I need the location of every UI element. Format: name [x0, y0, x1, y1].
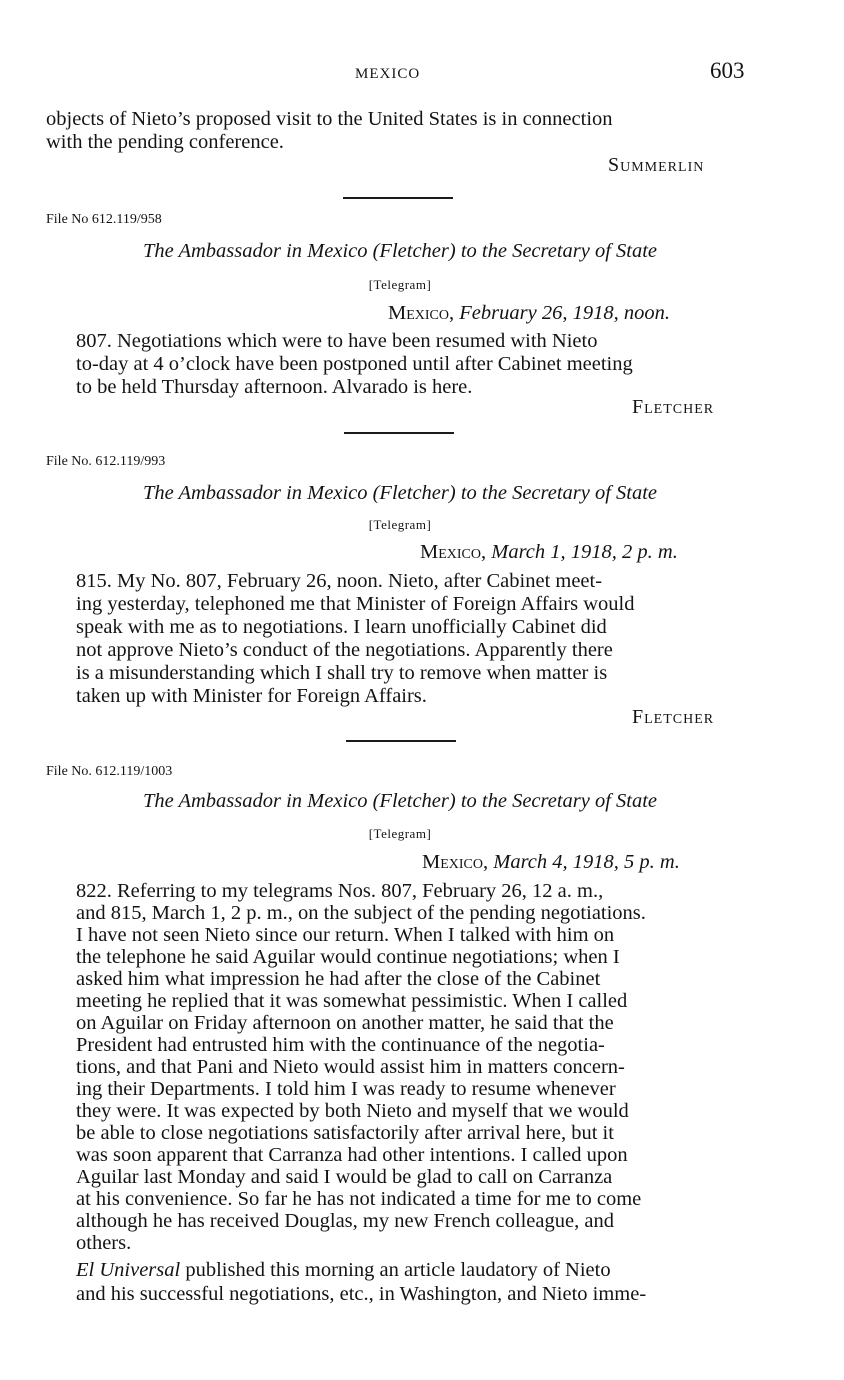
text-line: tions, and that Pani and Nieto would assist him in matters concern-	[76, 1056, 625, 1078]
text-line: on Aguilar on Friday afternoon on another matter, he said that the	[76, 1012, 614, 1034]
text-line: asked him what impression he had after the close of the Cabinet	[76, 968, 601, 990]
telegram-body	[46, 330, 756, 399]
text-line: ing yesterday, telephoned me that Minister of Foreign Affairs would	[76, 593, 635, 615]
newspaper-name: El Universal	[76, 1259, 181, 1281]
text-line: Aguilar last Monday and said I would be glad to call on Carranza	[76, 1166, 613, 1188]
text-line: President had entrusted him with the continuance of the negotia-	[76, 1034, 605, 1056]
text-line: the telephone he said Aguilar would continue negotiations; when I	[76, 946, 620, 968]
signature-fletcher: Fletcher	[632, 706, 715, 728]
telegram-body	[46, 880, 756, 1254]
signature-summerlin: Summerlin	[608, 154, 705, 176]
text-line: others.	[76, 1232, 132, 1254]
telegram-label: [Telegram]	[368, 517, 432, 532]
section-divider	[346, 740, 456, 742]
text-line: taken up with Minister for Foreign Affairs.	[76, 685, 427, 707]
dateline-place: Mexico,	[422, 851, 489, 873]
running-head: MEXICO	[355, 66, 421, 82]
file-number: File No 612.119/958	[46, 212, 162, 227]
section-divider	[343, 197, 453, 199]
telegram-label: [Telegram]	[368, 826, 432, 841]
text-line: 822. Referring to my telegrams Nos. 807, February 26, 12 a. m.,	[76, 880, 604, 902]
dateline	[388, 302, 670, 325]
document-title: The Ambassador in Mexico (Fletcher) to the Secretary of State	[142, 790, 658, 812]
text-line: be able to close negotiations satisfactorily after arrival here, but it	[76, 1122, 614, 1144]
dateline-date: March 1, 1918, 2 p. m.	[491, 541, 678, 563]
text-line: and 815, March 1, 2 p. m., on the subject of the pending negotiations.	[76, 902, 646, 924]
text-line: objects of Nieto’s proposed visit to the United States is in connection	[46, 108, 613, 130]
section-divider	[344, 432, 454, 434]
text-line: ing their Departments. I told him I was ready to resume whenever	[76, 1078, 616, 1100]
dateline	[420, 541, 678, 564]
text-line: and his successful negotiations, etc., in Washington, and Nieto imme-	[76, 1283, 647, 1305]
text-line: to be held Thursday afternoon. Alvarado is here.	[76, 376, 473, 398]
text-line: is a misunderstanding which I shall try to remove when matter is	[76, 662, 608, 684]
text-fragment: published this morning an article laudatory of Nieto	[180, 1259, 611, 1281]
text-line: at his convenience. So far he has not indicated a time for me to come	[76, 1188, 642, 1210]
text-line: with the pending conference.	[46, 131, 284, 153]
dateline	[422, 851, 680, 874]
file-number: File No. 612.119/1003	[46, 764, 173, 779]
dateline-date: February 26, 1918, noon.	[459, 302, 670, 324]
telegram-body	[46, 570, 756, 708]
text-line: 807. Negotiations which were to have been resumed with Nieto	[76, 330, 598, 352]
document-title: The Ambassador in Mexico (Fletcher) to the Secretary of State	[142, 240, 658, 262]
text-line: meeting he replied that it was somewhat pessimistic. When I called	[76, 990, 628, 1012]
file-number: File No. 612.119/993	[46, 454, 166, 469]
telegram-label: [Telegram]	[368, 277, 432, 292]
signature-fletcher: Fletcher	[632, 396, 715, 418]
page-header	[0, 58, 844, 92]
text-line: although he has received Douglas, my new French colleague, and	[76, 1210, 614, 1232]
text-line: 815. My No. 807, February 26, noon. Nieto, after Cabinet meet-	[76, 570, 603, 592]
text-line: I have not seen Nieto since our return. When I talked with him on	[76, 924, 615, 946]
text-line: was soon apparent that Carranza had other intentions. I called upon	[76, 1144, 628, 1166]
text-line	[46, 1258, 756, 1282]
text-line: they were. It was expected by both Nieto and myself that we would	[76, 1100, 629, 1122]
document-title: The Ambassador in Mexico (Fletcher) to the Secretary of State	[142, 482, 658, 504]
text-line: to-day at 4 o’clock have been postponed until after Cabinet meeting	[76, 353, 633, 375]
dateline-place: Mexico,	[420, 541, 487, 563]
continuation-paragraph	[46, 108, 756, 154]
text-line: not approve Nieto’s conduct of the negotiations. Apparently there	[76, 639, 613, 661]
second-paragraph	[46, 1258, 756, 1306]
dateline-date: March 4, 1918, 5 p. m.	[493, 851, 680, 873]
page-number: 603	[710, 58, 745, 83]
dateline-place: Mexico,	[388, 302, 455, 324]
text-line: speak with me as to negotiations. I learn unofficially Cabinet did	[76, 616, 607, 638]
